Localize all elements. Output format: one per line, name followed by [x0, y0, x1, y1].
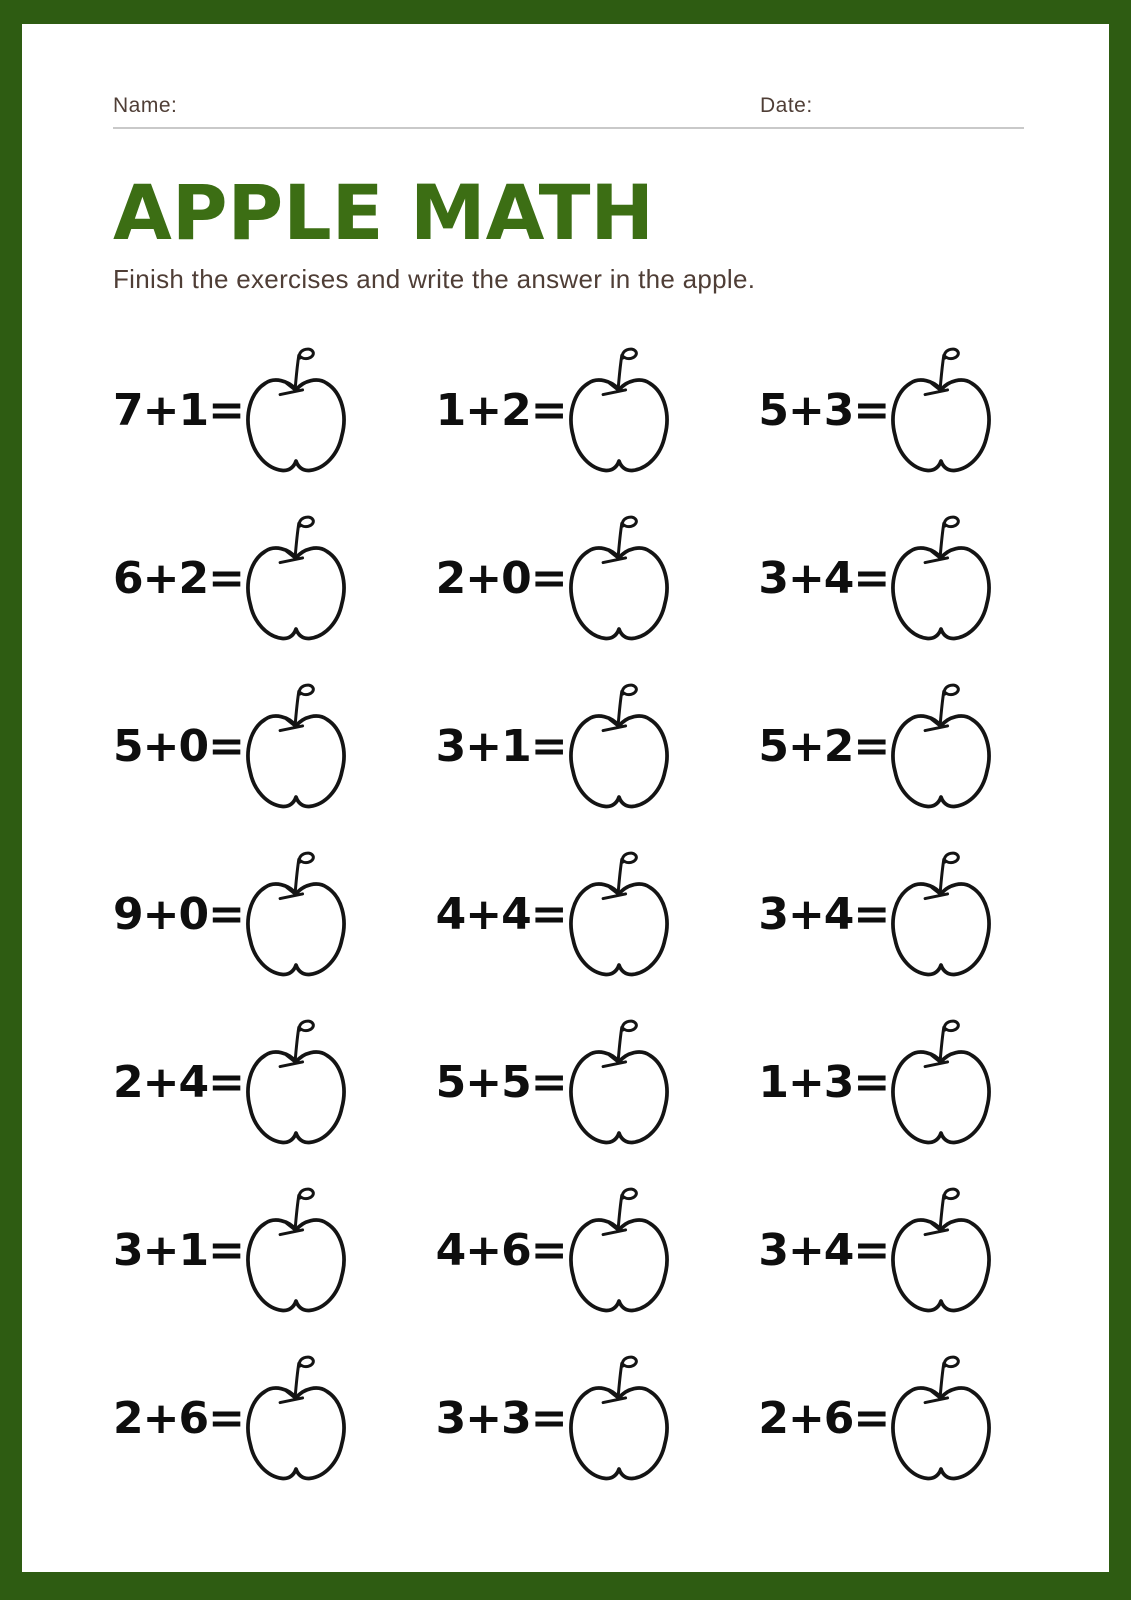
apple-outline-icon	[560, 513, 678, 644]
apple-outline-icon	[237, 345, 355, 476]
problem-cell	[436, 1185, 759, 1316]
problem-expression: 3+1=	[435, 721, 567, 772]
problem-cell	[113, 1017, 436, 1148]
problem-cell	[113, 513, 436, 644]
apple-outline-icon	[237, 681, 355, 812]
problem-cell	[113, 681, 436, 812]
problem-expression: 1+3=	[758, 1057, 890, 1108]
problem-cell	[758, 1017, 1081, 1148]
problem-cell	[758, 345, 1081, 476]
problem-expression: 3+4=	[758, 553, 890, 604]
problem-cell	[758, 513, 1081, 644]
apple-outline-icon	[237, 1185, 355, 1316]
problem-expression: 5+2=	[758, 721, 890, 772]
problem-expression: 3+1=	[113, 1225, 244, 1276]
problem-cell	[113, 345, 436, 476]
problem-expression: 3+3=	[435, 1393, 567, 1444]
apple-outline-icon	[560, 1353, 678, 1484]
apple-outline-icon	[882, 1353, 1000, 1484]
apple-outline-icon	[560, 345, 678, 476]
problem-expression: 4+4=	[435, 889, 567, 940]
date-label: Date:	[760, 94, 813, 117]
problem-cell	[436, 1353, 759, 1484]
problem-cell	[113, 1185, 436, 1316]
apple-outline-icon	[237, 1017, 355, 1148]
problem-cell	[436, 681, 759, 812]
problem-expression: 5+3=	[758, 385, 890, 436]
problem-expression: 3+4=	[758, 1225, 890, 1276]
problem-expression: 6+2=	[113, 553, 244, 604]
apple-outline-icon	[560, 681, 678, 812]
problem-expression: 5+0=	[113, 721, 244, 772]
header-row	[113, 94, 1081, 120]
problem-expression: 2+6=	[113, 1393, 244, 1444]
instructions-text: Finish the exercises and write the answer in the apple.	[113, 264, 756, 294]
apple-outline-icon	[882, 513, 1000, 644]
problem-cell	[436, 849, 759, 980]
page-title: APPLE MATH	[113, 168, 655, 257]
worksheet-sheet	[22, 24, 1109, 1572]
problem-expression: 2+0=	[435, 553, 567, 604]
problem-expression: 3+4=	[758, 889, 890, 940]
apple-outline-icon	[237, 513, 355, 644]
apple-outline-icon	[560, 1185, 678, 1316]
problem-expression: 9+0=	[113, 889, 244, 940]
problem-cell	[436, 1017, 759, 1148]
apple-outline-icon	[237, 849, 355, 980]
problem-expression: 2+4=	[113, 1057, 244, 1108]
problem-expression: 1+2=	[435, 385, 567, 436]
apple-outline-icon	[882, 849, 1000, 980]
problem-expression: 5+5=	[435, 1057, 567, 1108]
name-label: Name:	[113, 94, 178, 117]
apple-outline-icon	[882, 345, 1000, 476]
problem-cell	[758, 1185, 1081, 1316]
problem-cell	[758, 681, 1081, 812]
problem-cell	[113, 1353, 436, 1484]
problem-expression: 2+6=	[758, 1393, 890, 1444]
problem-cell	[758, 1353, 1081, 1484]
apple-outline-icon	[882, 1185, 1000, 1316]
apple-outline-icon	[882, 1017, 1000, 1148]
apple-outline-icon	[560, 1017, 678, 1148]
apple-outline-icon	[560, 849, 678, 980]
problem-expression: 7+1=	[113, 385, 244, 436]
problems-grid	[113, 345, 1081, 1484]
problem-cell	[436, 345, 759, 476]
apple-outline-icon	[882, 681, 1000, 812]
problem-cell	[436, 513, 759, 644]
name-date-rule	[113, 127, 1024, 129]
problem-cell	[758, 849, 1081, 980]
apple-outline-icon	[237, 1353, 355, 1484]
problem-cell	[113, 849, 436, 980]
problem-expression: 4+6=	[435, 1225, 567, 1276]
